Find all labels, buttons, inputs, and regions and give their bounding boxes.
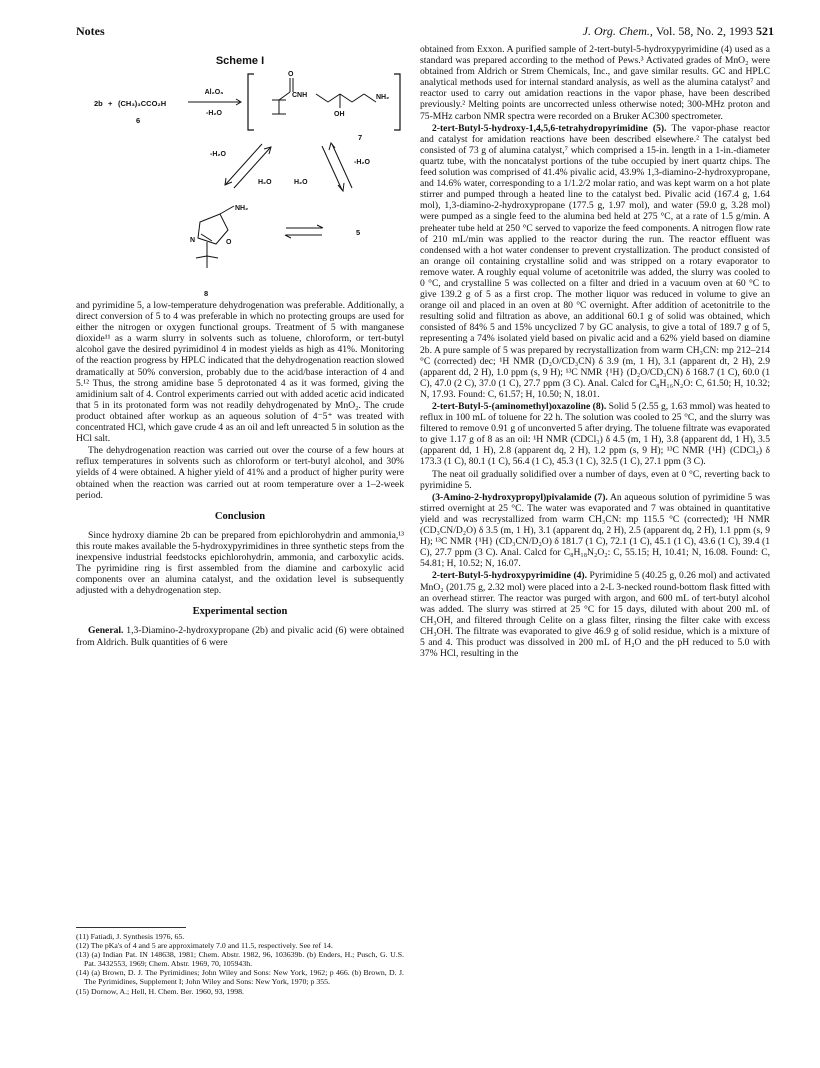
pivalic-acid-formula: (CH₃)₃CCO₂H: [118, 99, 167, 108]
oxazoline-ring: [196, 206, 234, 268]
general-paragraph: [76, 625, 404, 647]
compound-8-title: 2-tert-Butyl-5-(aminomethyl)oxazoline (8).: [432, 401, 607, 412]
carbonyl-oxygen: O: [288, 71, 294, 78]
scheme-title: Scheme I: [215, 55, 265, 67]
experimental-heading: Experimental section: [192, 606, 288, 618]
footnote-13: (13) (a) Indian Pat. IN 148638, 1981; Chem. Abstr. 1982, 96, 103639b. (b) Enders, H.; Pusch, G. U.S. Pat. 3432553, 1969; Chem. Abstr. 1969, 70, 105943h.: [76, 950, 404, 969]
amide-skeleton: [272, 78, 376, 114]
left-column: [76, 300, 404, 649]
reactant-2b: 2b: [94, 99, 103, 108]
compound-label-5: 5: [356, 228, 361, 237]
right-arrow-up: [332, 144, 352, 188]
compound-5-title: 2-tert-Butyl-5-hydroxy-1,4,5,6-tetrahydropyrimidine (5).: [432, 122, 667, 134]
left-arrow-down: [226, 144, 262, 184]
reagent-water-loss: -H₂O: [206, 110, 222, 117]
left-water: H₂O: [258, 179, 272, 186]
oxazoline-nh2: NH₂: [235, 205, 249, 212]
compound-5-text: The vapor-phase reactor and catalyst for amidation reactions have been described elsewhere.² The catalyst bed consisted of 73 g of alumina catalyst,⁷ which comprised a 15-in. length in a 1-in.-diameter quartz tube, with the noncatalyst portions of the tube occupied by inert quartz chips. The feed solution was comprised of 41.4% pivalic acid, 43.9% 1,3-diamino-2-hydroxypropane, and 14.6% water, corresponding to a 1/1.2/2 molar ratio, and was kept warm on a hot plate stirrer and pumped through a heated line to the catalyst bed. Pivalic acid (167.4 g, 1.64 mol), 1,3-diamino-2-hydroxypropane (177.5 g, 1.97 mol), and water (59.0 g, 3.28 mol) were pumped as a single feed to the alumina bed held at 275 °C, at a rate of 1.5 g/min. A preheater tube held at 250 °C served to vaporize the feed components. A nitrogen flow rate of 210 mL/min was applied to the reactor during the run. The reactor effluent was condensed with a hot water condenser to prevent crystallization. The product consisted of an orange oil containing crystalline solid and was stripped on a rotary evaporator to remove water. A roughly equal volume of acetonitrile was added, the slurry was cooled to 0 °C, and crystalline 5 was collected on a filter and dried in a vacuum oven at 60 °C to give 139.2 g of 5 as a first crop. The mother liquor was reduced in volume to give an orange oil and placed in an oven at 80 °C overnight. After addition of acetonitrile to the resulting solid and filtration as above, an additional 60.1 g of solid was obtained, which consisted of 84% 5 and 15% uncyclized 7 by GC analysis, to give a total of 189.7 g of 5, representing a 74% isolated yield based on pivalic acid and a 62% yield based on diamine 2b. A pure sample of 5 was prepared by recrystallization from warm CH₃CN: mp 212–214 °C (corrected) dec; ¹H NMR (D₂O/CD₃CN) δ 3.9 (m, 1 H), 3.1 (apparent dt, 2 H), 2.9 (apparent dd, 2 H), 1.0 ppm (s, 9 H); ¹³C NMR {¹H} (D₂O/CD₃CN) δ 168.7 (1 C), 60.0 (1 C), 47.0 (2 C), 37.0 (1 C), 27.7 ppm (3 C). Anal. Calcd for C₈H₁₆N₂O: C, 61.50; H, 10.32; N, 17.93. Found: C, 61.57; H, 10.50; N, 18.01.: [420, 122, 770, 400]
hydroxyl-oh: OH: [334, 111, 345, 118]
right-water: H₂O: [294, 179, 308, 186]
volume-issue: Vol. 58, No. 2, 1993: [655, 24, 753, 38]
compound-8-text: Solid 5 (2.55 g, 1.63 mmol) was heated to reflux in 100 mL of toluene for 22 h. The solution was cooled to 25 °C, and the slurry was filtered to remove 0.91 g of unconverted 5 after drying. The toluene filtrate was evaporated to give 1.17 g of 8 as an oil: ¹H NMR (CDCl₃) δ 4.5 (m, 1 H), 3.8 (apparent dd, 1 H), 3.5 (apparent dd, 1 H), 2.8 (apparent dq, 2 H), 1.2 ppm (s, 9 H); ¹³C NMR {¹H} (CDCl₃) δ 173.3 (1 C), 80.1 (1 C), 56.4 (1 C), 45.3 (1 C), 32.5 (1 C), 27.1 ppm (3 C).: [420, 401, 771, 468]
left-bracket: [248, 74, 254, 130]
running-head-section: Notes: [76, 24, 105, 38]
compound-7-title: (3-Amino-2-hydroxypropyl)pivalamide (7).: [432, 491, 608, 503]
reaction-scheme: [76, 44, 404, 300]
compound-label-7: 7: [358, 133, 363, 142]
journal-name: J. Org. Chem.,: [582, 24, 653, 38]
right-column: [420, 44, 770, 660]
compound-4-title: 2-tert-Butyl-5-hydroxypyrimidine (4).: [432, 570, 588, 582]
ring-oxygen: O: [226, 239, 232, 246]
plus-sign: +: [108, 99, 113, 108]
compound-7-paragraph: [420, 492, 770, 570]
reagent-alumina: Al₂O₃: [204, 89, 224, 96]
compound-label-6: 6: [136, 116, 141, 125]
right-paragraph-1: obtained from Exxon. A purified sample of 2-tert-butyl-5-hydroxypyrimidine (4) used as a standard was prepared according to the method of Pews.³ Activated grades of MnO₂ were obtained from Aldrich or Strem Chemicals, Inc., and gave similar results. GC and HPLC analytical methods used for internal standard analysis, as well as the alumina catalyst⁷ and reactor used to carry out amidation reactions in the vapor phase, have been described previously.² Melting points are uncorrected unless otherwise noted; 300-MHz proton and 75-MHz carbon NMR spectra were recorded on a Bruker AC300 spectrometer.: [420, 44, 770, 122]
page-number: 521: [756, 24, 774, 38]
right-arrow-down: [322, 146, 342, 190]
amine-nh2: NH₂: [376, 94, 390, 101]
footnote-14: (14) (a) Brown, D. J. The Pyrimidines; John Wiley and Sons: New York, 1962; p 466. (b) Brown, D. J. The Pyrimidines, Supplement I; John Wiley and Sons: New York, 1970; p 355.: [76, 968, 404, 987]
conclusion-paragraph: Since hydroxy diamine 2b can be prepared from epichlorohydrin and ammonia,¹³ this route makes available the 5-hydroxypyrimidines in three synthetic steps from the inexpensive industrial feedstocks epichlorohydrin, ammonia, and carboxylic acids. The pyrimidine ring is first assembled from the diamine and carboxylic acid components over an alumina catalyst, and the oxidation level is subsequently adjusted with a dehydrogenation step.: [76, 529, 404, 597]
compound-5-paragraph: [420, 123, 770, 400]
ring-nitrogen: N: [190, 237, 196, 244]
left-paragraph-2: The dehydrogenation reaction was carried out over the course of a few hours at reflux temperatures in solvents such as chloroform or tert-butyl alcohol, and 30% yields of 4 were obtained. A higher yield of 41% and a product of higher purity were obtained when the reaction was carried out at room temperature over a 1–2-week period.: [76, 445, 404, 501]
compound-label-8: 8: [204, 289, 209, 298]
compound-8-paragraph: [420, 401, 770, 468]
left-minus-water: -H₂O: [210, 151, 226, 158]
right-bracket: [394, 74, 400, 130]
compound-7-text: An aqueous solution of pyrimidine 5 was stirred overnight at 25 °C. The water was evaporated and 7 was obtained in quantitative yield and was recrystallized from warm CH₃CN: mp 115.5 °C (corrected); ¹H NMR (CD₃CN/D₂O) δ 3.5 (m, 1 H), 3.1 (apparent dq, 2 H), 2.5 (apparent dq, 2 H), 1.1 ppm (s, 9 H); ¹³C NMR {¹H} (CD₃CN/D₂O) δ 181.7 (1 C), 72.1 (1 C), 45.1 (1 C), 43.6 (1 C), 39.4 (1 C), 27.7 ppm (3 C). Anal. Calcd for C₈H₁₈N₂O₂: C, 55.15; H, 10.41; N, 16.08. Found: C, 54.81; H, 10.52; N, 16.07.: [420, 491, 770, 570]
footnote-11: (11) Fatiadi, J. Synthesis 1976, 65.: [76, 932, 185, 941]
neat-oil-paragraph: The neat oil gradually solidified over a number of days, even at 0 °C, reverting back to pyrimidine 5.: [420, 468, 770, 491]
scheme-figure: [76, 44, 404, 300]
right-minus-water: -H₂O: [354, 159, 370, 166]
amide-cnh: CNH: [292, 92, 308, 99]
footnote-rule: [76, 927, 186, 928]
running-head-citation: [583, 24, 774, 39]
general-text: 1,3-Diamino-2-hydroxypropane (2b) and pivalic acid (6) were obtained from Aldrich. Bulk quantities of 6 were: [76, 625, 404, 648]
compound-4-text: Pyrimidine 5 (40.25 g, 0.26 mol) and activated MnO₂ (201.75 g, 2.32 mol) were placed into a 2-L 3-necked round-bottom flask fitted with an overhead stirrer. The reactor was purged with argon, and 600 mL of tert-butyl alcohol was added. The slurry was stirred at 25 °C for 15 days, diluted with about 200 mL of CH₃OH, and filtered through Celite on a glass filter, rinsing the filter cake with excess CH₃OH. The filtrate was evaporated to give 46.9 g of solid residue, which is a mixture of 5 and 4. This product was dissolved in 200 mL of H₂O and the pH reduced to 5.0 with 37% HCl, resulting in the: [420, 570, 770, 660]
left-paragraph-1: and pyrimidine 5, a low-temperature dehydrogenation was preferable. Additionally, a direct conversion of 5 to 4 was preferable in which no protecting groups are used for either the nitrogen or oxygen functional groups. Treatment of 5 with manganese dioxide¹¹ as a warm slurry in solvents such as toluene, chloroform, or tert-butyl alcohol gave the desired pyrimidinol 4 in modest yields as high as 41%. Monitoring of the reaction progress by HPLC indicated that the dehydrogenation reaction slowed dramatically at 50% conversion, probably due to the acid/base interaction of 4 and 5.¹² Thus, the strong amidine base 5 deprotonated 4 as it was formed, giving the amidinium salt of 4. Control experiments carried out with added acetic acid indicated that 5 in its protonated form was not readily dehydrogenated by MnO₂. The crude product obtained after workup as an aqueous solution of 4⁻5⁺ was treated with concentrated HCl, which gave crude 4 as an oil and left unreacted 5 in solution as the HCl salt.: [76, 300, 404, 445]
footnote-12: (12) The pKa's of 4 and 5 are approximately 7.0 and 11.5, respectively. See ref 14.: [76, 941, 333, 951]
footnotes: [76, 927, 404, 996]
compound-4-paragraph: [420, 570, 770, 659]
footnote-15: (15) Dornow, A.; Hell, H. Chem. Ber. 1960, 93, 1998.: [76, 986, 244, 996]
conclusion-heading: Conclusion: [214, 510, 266, 522]
general-label: General.: [88, 625, 124, 637]
